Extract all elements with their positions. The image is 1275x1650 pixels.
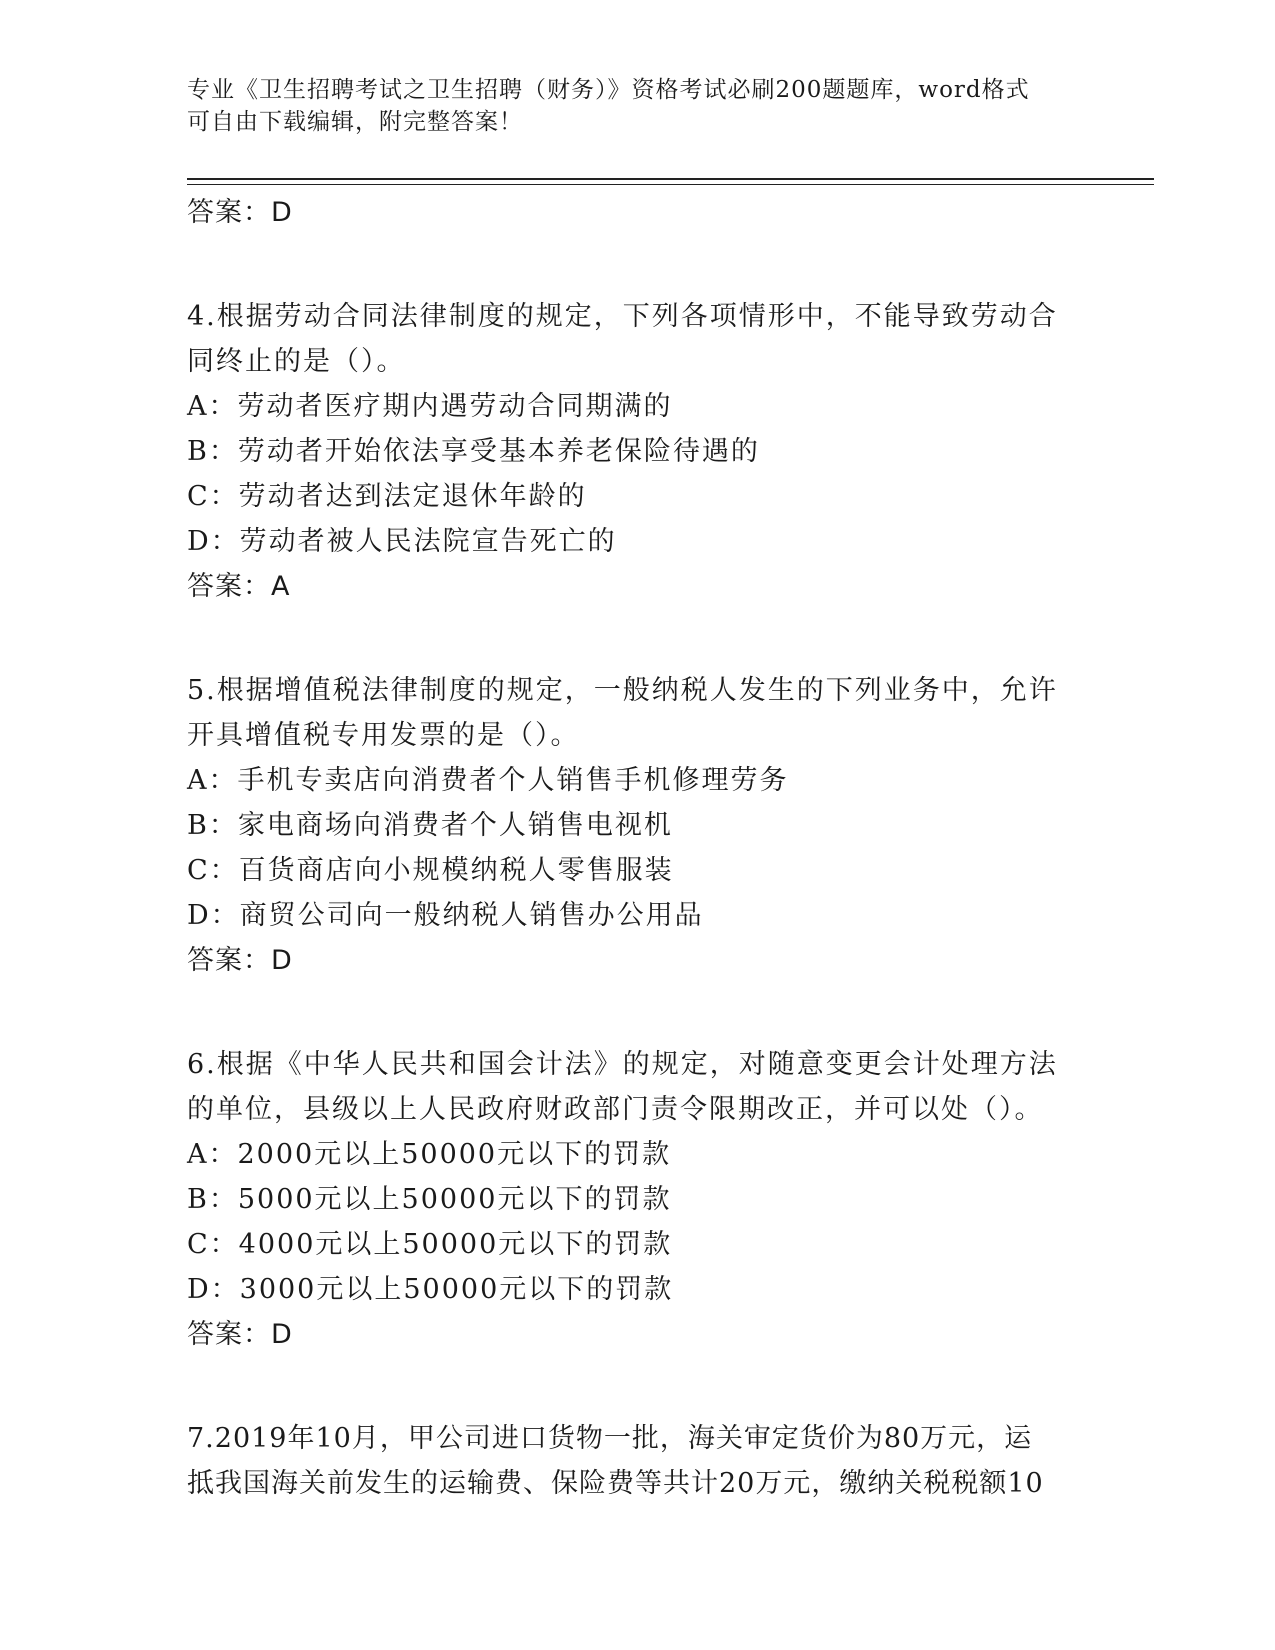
question-answer: 答案：D bbox=[187, 1319, 293, 1350]
page-header bbox=[187, 74, 1067, 138]
question-stem-line-2: 开具增值税专用发票的是（）。 bbox=[187, 720, 580, 751]
option-c: C：4000元以上50000元以下的罚款 bbox=[187, 1229, 673, 1260]
option-a: A：劳动者医疗期内遇劳动合同期满的 bbox=[187, 391, 673, 422]
question-list bbox=[187, 190, 1087, 1564]
option-d: D：劳动者被人民法院宣告死亡的 bbox=[187, 526, 617, 557]
question-7 bbox=[187, 1416, 1087, 1506]
header-divider bbox=[187, 178, 1154, 185]
option-a: A：手机专卖店向消费者个人销售手机修理劳务 bbox=[187, 765, 789, 796]
question-4 bbox=[187, 294, 1087, 610]
option-d: D：3000元以上50000元以下的罚款 bbox=[187, 1274, 674, 1305]
option-c: C：劳动者达到法定退休年龄的 bbox=[187, 481, 587, 512]
header-line-1: 专业《卫生招聘考试之卫生招聘（财务）》资格考试必刷200题题库，word格式 bbox=[187, 77, 1030, 103]
option-d: D：商贸公司向一般纳税人销售办公用品 bbox=[187, 900, 704, 931]
question-stem-line-1: 4.根据劳动合同法律制度的规定，下列各项情形中，不能导致劳动合 bbox=[187, 301, 1058, 332]
question-stem-line-1: 6.根据《中华人民共和国会计法》的规定，对随意变更会计处理方法 bbox=[187, 1049, 1058, 1080]
header-line-2: 可自由下载编辑，附完整答案！ bbox=[187, 109, 523, 135]
option-b: B：5000元以上50000元以下的罚款 bbox=[187, 1184, 672, 1215]
option-b: B：劳动者开始依法享受基本养老保险待遇的 bbox=[187, 436, 760, 467]
question-answer: 答案：D bbox=[187, 945, 293, 976]
option-b: B：家电商场向消费者个人销售电视机 bbox=[187, 810, 673, 841]
question-answer: 答案：A bbox=[187, 571, 291, 602]
question-stem-line-1: 5.根据增值税法律制度的规定，一般纳税人发生的下列业务中，允许 bbox=[187, 675, 1058, 706]
question-stem-line-2: 抵我国海关前发生的运输费、保险费等共计20万元，缴纳关税税额10 bbox=[187, 1468, 1044, 1499]
previous-answer: 答案：D bbox=[187, 197, 293, 228]
question-stem-line-2: 同终止的是（）。 bbox=[187, 346, 406, 377]
question-6 bbox=[187, 1042, 1087, 1358]
option-a: A：2000元以上50000元以下的罚款 bbox=[187, 1139, 672, 1170]
question-5 bbox=[187, 668, 1087, 984]
question-stem-line-2: 的单位，县级以上人民政府财政部门责令限期改正，并可以处（）。 bbox=[187, 1094, 1044, 1125]
question-stem-line-1: 7.2019年10月，甲公司进口货物一批，海关审定货价为80万元，运 bbox=[187, 1423, 1033, 1454]
option-c: C：百货商店向小规模纳税人零售服装 bbox=[187, 855, 674, 886]
